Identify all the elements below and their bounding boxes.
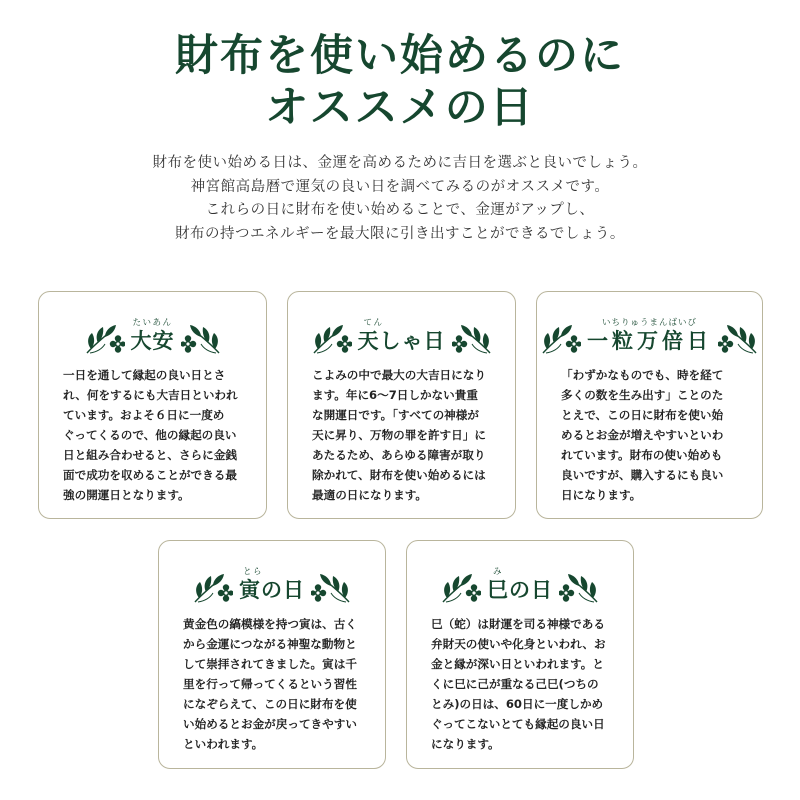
leaf-flower-icon [452,324,492,354]
card-body: 巳（蛇）は財運を司る神様である 弁財天の使いや化身といわれ、お 金と縁が深い日といわれます。と くに巳に己が重なる己巳(つちの とみ)の日は、60日に一度しかめ ぐってこないとても縁起の良い日 になります。 [431,617,606,751]
card-title: 天しゃ日 [357,328,446,353]
card-ruby: てん [363,318,384,328]
leaf-flower-icon [312,324,352,354]
card-tora-no-hi [158,540,386,769]
card-ichiryumanbaibi [536,291,763,519]
card-taian [38,291,267,519]
card-header [39,318,266,354]
card-title-group [587,318,712,354]
intro-text-content: 財布を使い始める日は、金運を高めるために吉日を選ぶと良いでしょう。 神宮館高島暦で運気の良い日を調べてみるのがオススメです。 これらの日に財布を使い始めることで、金運がアップし、 財布の持つエネルギーを最大限に引き出すことができるでしょう。 [152,155,648,242]
leaf-flower-icon [193,573,233,603]
card-body: 一日を通して縁起の良い日とさ れ、何をするにも大吉日といわれ ています。およそ６日に一度め ぐってくるので、他の縁起の良い 日と組み合わせると、さらに金銭 面で成功を収めることができる最 強の開運日となります。 [63,368,238,502]
card-ruby: いちりゅうまんばいび [601,318,697,328]
card-header [407,567,633,603]
leaf-flower-icon [559,573,599,603]
card-header [288,318,515,354]
leaf-flower-icon [85,324,125,354]
intro-text [0,152,800,246]
card-mi-no-hi [406,540,634,769]
card-tensha [287,291,516,519]
card-title: 大安 [130,328,175,353]
card-title: 一粒万倍日 [587,328,712,353]
card-title-group [131,318,175,354]
leaf-flower-icon [311,573,351,603]
card-ruby: とら [243,567,264,577]
card-body: 黄金色の縞模様を持つ寅は、古く から金運につながる神聖な動物と して崇拝されてきました。寅は千 里を行って帰ってくるという習性 になぞらえて、この日に財布を使 い始めるとお金が戻ってきやすい といわれます。 [183,617,357,751]
leaf-flower-icon [441,573,481,603]
card-ruby: たいあん [132,318,173,328]
page-title [0,30,800,134]
card-title-group [239,567,305,603]
card-body: こよみの中で最大の大吉日になり ます。年に6〜7日しかない貴重 な開運日です。「すべての神様が 天に昇り、万物の罪を許す日」に あたるため、あらゆる障害が取り 除かれて、財布を使い始めるには 最適の日になります。 [312,368,486,502]
card-title: 寅の日 [239,577,305,602]
card-ruby: み [493,567,504,577]
leaf-flower-icon [181,324,221,354]
card-title-group [358,318,446,354]
card-header [159,567,385,603]
card-title-group [487,567,553,603]
leaf-flower-icon [541,324,581,354]
card-header [537,318,762,354]
card-title: 巳の日 [487,577,553,602]
page-title-text: 財布を使い始めるのに オススメの日 [175,31,625,133]
leaf-flower-icon [718,324,758,354]
card-body: 「わずかなものでも、時を経て 多くの数を生み出す」ことのた とえで、この日に財布を使い始 めるとお金が増えやすいといわ れています。財布の使い始めも 良いですが、購入するにも良い 日になります。 [561,368,724,502]
